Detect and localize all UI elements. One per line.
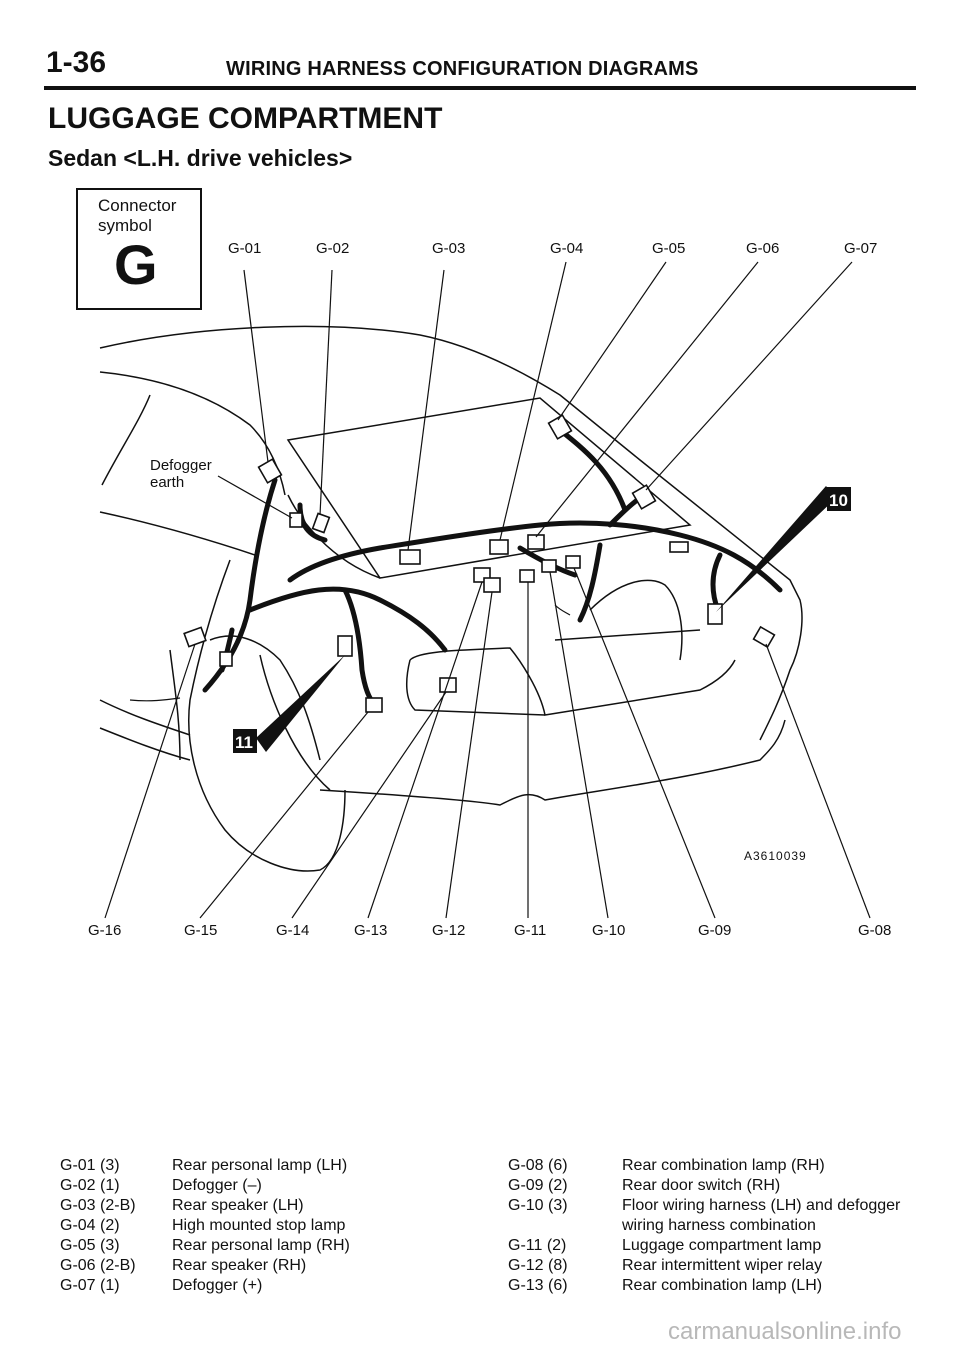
- legend-description: Rear intermittent wiper relay: [622, 1257, 823, 1274]
- label-g-15: G-15: [184, 922, 218, 939]
- defogger-label-line2: earth: [150, 474, 185, 491]
- label-g-08: G-08: [858, 922, 892, 939]
- legend-code: G-04 (2): [60, 1217, 120, 1234]
- label-g-07: G-07: [844, 240, 878, 257]
- legend-description: Floor wiring harness (LH) and defogger: [622, 1197, 901, 1214]
- legend-code: G-13 (6): [508, 1277, 568, 1294]
- diagram-reference-code: A3610039: [744, 849, 807, 863]
- legend-description: wiring harness combination: [622, 1217, 816, 1234]
- label-g-05: G-05: [652, 240, 686, 257]
- watermark: carmanualsonline.info: [668, 1318, 902, 1345]
- legend-description: Rear personal lamp (LH): [172, 1157, 348, 1174]
- legend-code: G-02 (1): [60, 1177, 120, 1194]
- label-g-11: G-11: [514, 922, 547, 939]
- label-g-03: G-03: [432, 240, 466, 257]
- connector-symbol-letter: G: [114, 233, 158, 296]
- label-g-09: G-09: [698, 922, 732, 939]
- legend-description: Rear combination lamp (LH): [622, 1277, 823, 1294]
- legend-right-codes: [508, 1156, 568, 1296]
- section-title: WIRING HARNESS CONFIGURATION DIAGRAMS: [226, 58, 699, 80]
- legend-code: G-10 (3): [508, 1197, 568, 1214]
- legend-description: Defogger (+): [172, 1277, 263, 1294]
- label-g-14: G-14: [276, 922, 310, 939]
- legend-description: High mounted stop lamp: [172, 1217, 346, 1234]
- top-leader-lines: [244, 262, 852, 550]
- legend-description: Rear combination lamp (RH): [622, 1157, 825, 1174]
- label-g-04: G-04: [550, 240, 584, 257]
- legend-description: Rear speaker (LH): [172, 1197, 304, 1214]
- legend-description: Luggage compartment lamp: [622, 1237, 822, 1254]
- page-subheading: Sedan <L.H. drive vehicles>: [48, 145, 353, 171]
- page-heading: LUGGAGE COMPARTMENT: [48, 102, 443, 135]
- connector-symbol-line2: symbol: [98, 216, 152, 235]
- label-g-06: G-06: [746, 240, 780, 257]
- connector-blocks: [184, 415, 774, 712]
- label-g-16: G-16: [88, 922, 122, 939]
- legend-code: G-01 (3): [60, 1157, 120, 1174]
- bottom-leader-lines: [105, 568, 870, 918]
- legend-code: G-03 (2-B): [60, 1197, 136, 1214]
- badge-10-pointer: [716, 486, 851, 612]
- label-g-13: G-13: [354, 922, 388, 939]
- legend-code: G-12 (8): [508, 1257, 568, 1274]
- defogger-label-line1: Defogger: [150, 457, 212, 474]
- legend-left-descriptions: [172, 1156, 350, 1296]
- connector-symbol-line1: Connector: [98, 196, 177, 215]
- legend-code: G-08 (6): [508, 1157, 568, 1174]
- legend-description: Defogger (–): [172, 1177, 262, 1194]
- legend-left-codes: [60, 1156, 136, 1296]
- label-g-01: G-01: [228, 240, 262, 257]
- legend-description: Rear personal lamp (RH): [172, 1237, 350, 1254]
- legend-code: G-11 (2): [508, 1237, 567, 1254]
- label-g-02: G-02: [316, 240, 350, 257]
- legend-right-descriptions: [622, 1156, 900, 1296]
- defogger-leader-line: [218, 476, 292, 518]
- legend-description: Rear speaker (RH): [172, 1257, 307, 1274]
- badge-11-pointer: [233, 655, 345, 753]
- badge-11-text: 11: [235, 733, 253, 752]
- legend-code: G-07 (1): [60, 1277, 120, 1294]
- car-body-outline: [100, 326, 802, 870]
- label-g-12: G-12: [432, 922, 466, 939]
- legend-code: G-06 (2-B): [60, 1257, 136, 1274]
- badge-10-text: 10: [829, 491, 848, 510]
- page-number: 1-36: [46, 46, 107, 79]
- legend-code: [508, 1216, 568, 1236]
- label-g-10: G-10: [592, 922, 626, 939]
- legend-code: G-09 (2): [508, 1177, 568, 1194]
- legend-description: Rear door switch (RH): [622, 1177, 781, 1194]
- legend-code: G-05 (3): [60, 1237, 120, 1254]
